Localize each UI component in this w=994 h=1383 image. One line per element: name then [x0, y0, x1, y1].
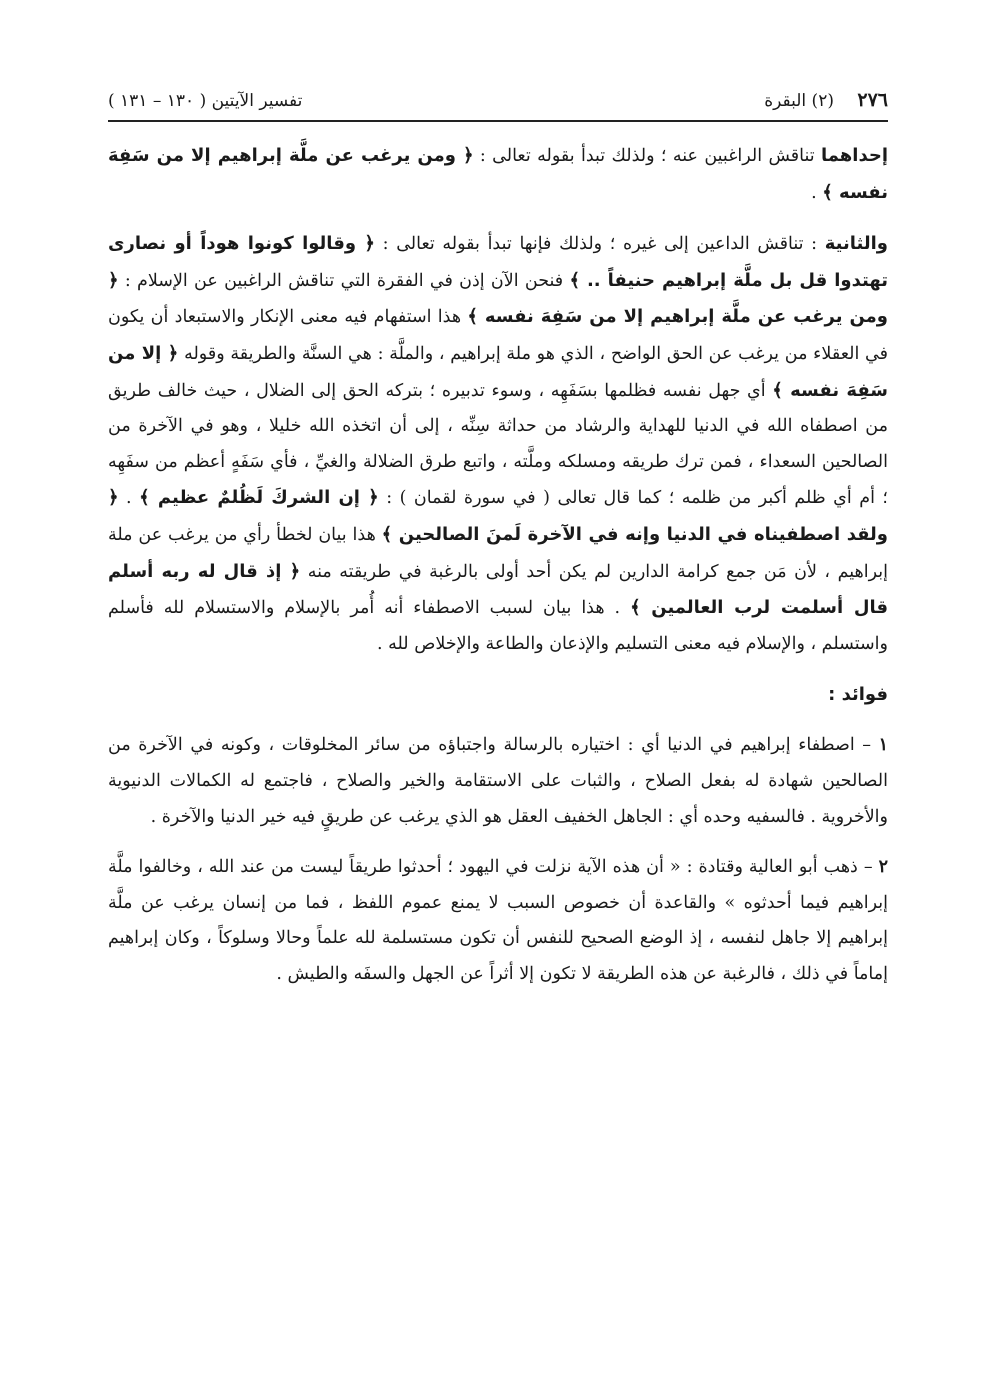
fawaid-item	[108, 728, 888, 835]
fawaid-item	[108, 850, 888, 992]
body-text	[108, 138, 888, 992]
text-run: .	[811, 182, 823, 203]
header-divider	[108, 120, 888, 122]
emphasized-text: ﴿ ولقد اصطفيناه في الدنيا وإنه في الآخرة لَمنَ الصالحين ﴾	[108, 487, 888, 545]
text-run: .	[118, 488, 140, 509]
fawaid-number: ١	[878, 735, 888, 756]
text-run: . هذا بيان لسبب الاصطفاء أنه أُمر بالإسلام والاستسلام لله فأسلم واستسلم ، والإسلام فيه معنى التسليم والإذعان والطاعة والإخلاص لله .	[108, 598, 888, 654]
emphasized-text: والثانية	[824, 233, 888, 255]
section-title: تفسير الآيتين ( ١٣٠ – ١٣١ )	[108, 91, 303, 111]
emphasized-text: ﴿ إلا من سَفِهَ نفسه ﴾	[108, 342, 888, 401]
text-run: – اصطفاء إبراهيم في الدنيا أي : اختياره بالرسالة واجتباؤه من سائر المخلوقات ، وكونه في الآخرة من الصالحين شهادة له بفعل الصلاح ، والثبات على الاستقامة والخير والصلاح ، فاجتمع له الكمالات الدنيوية والأخروية . فالسفيه وحده أي : الجاهل الخفيف العقل هو الذي يرغب عن طريقٍ فيه خير الدنيا والآخرة .	[108, 735, 888, 827]
fawaid-list	[108, 728, 888, 992]
text-run: هذا استفهام فيه معنى الإنكار والاستبعاد أن يكون في العقلاء من يرغب عن الحق الواضح ، الذي هو ملة إبراهيم ، والملَّة : هي السنَّة والطريقة وقوله	[108, 307, 889, 364]
fawaid-number: ٢	[878, 857, 888, 878]
text-run: تناقش الراغبين عنه ؛ ولذلك تبدأ بقوله تعالى :	[473, 146, 821, 166]
running-header	[108, 86, 888, 116]
text-run: فنحن الآن إذن في الفقرة التي تناقش الراغبين عن الإسلام :	[118, 270, 570, 291]
emphasized-text: ﴿ إن الشركَ لَظُلمٌ عظيم ﴾	[139, 487, 379, 509]
fawaid-heading: فوائد :	[828, 684, 888, 706]
main-paragraphs	[108, 138, 888, 662]
text-run: أي جهل نفسه فظلمها بسَفَهِه ، وسوء تدبيره ؛ بتركه الحق إلى الضلال ، حيث خالف طريق من اصطفاه الله في الدنيا للهداية والرشاد من حداثة سِنِّه ، إلى أن اتخذه الله خليلا ، وهو في الآخرة من الصالحين السعداء ، فمن ترك طريقه ومسلكه وملَّته ، واتبع طرق الضلالة والغيِّ ، فأي سَفَهٍ أعظم من سفَهِه ؛ أم أي ظلم أكبر من ظلمه ؛ كما قال تعالى ( في سورة لقمان ) :	[108, 380, 888, 509]
emphasized-text: ﴿ ومن يرغب عن ملَّة إبراهيم إلا من سَفِهَ نفسه ﴾	[108, 269, 888, 328]
emphasized-text: ﴿ إذ قال له ربه أسلم قال أسلمت لرب العالمين ﴾	[108, 560, 888, 619]
book-page	[108, 86, 888, 1007]
emphasized-text: ﴿ ومن يرغب عن ملَّة إبراهيم إلا من سَفِهَ نفسه ﴾	[108, 145, 888, 203]
page-number: ٢٧٦	[857, 89, 888, 111]
header-right	[746, 85, 888, 116]
surah-label: (٢) البقرة	[764, 91, 834, 111]
text-run: : تناقش الداعين إلى غيره ؛ ولذلك فإنها تبدأ بقوله تعالى :	[374, 234, 825, 255]
emphasized-text: إحداهما	[820, 145, 888, 166]
text-run: هذا بيان لخطأ رأي من يرغب عن ملة إبراهيم ، لأن مَن جمع كرامة الدارين لم يكن أحد أولى بالرغبة في طريقته منه	[108, 524, 888, 582]
emphasized-text: ﴿ وقالوا كونوا هوداً أو نصارى تهتدوا قل بل ملَّة إبراهيم حنيفاً .. ﴾	[108, 233, 888, 291]
paragraph	[108, 226, 888, 662]
text-run: – ذهب أبو العالية وقتادة : « أن هذه الآية نزلت في اليهود ؛ أحدثوا طريقاً ليست من عند الله ، وخالفوا ملَّة إبراهيم فيما أحدثوه » والقاعدة أن خصوص السبب لا يمنع عموم اللفظ ، فما من إنسان يرغب عن ملَّة إبراهيم إلا جاهل لنفسه ، إذ الوضع الصحيح للنفس أن تكون مستسلمة لله علماً وحالا وسلوكاً ، وكان إبراهيم إماماً في ذلك ، فالرغبة عن هذه الطريقة لا تكون إلا أثراً عن الجهل والسفَه والطيش .	[108, 857, 888, 984]
paragraph	[108, 138, 888, 211]
